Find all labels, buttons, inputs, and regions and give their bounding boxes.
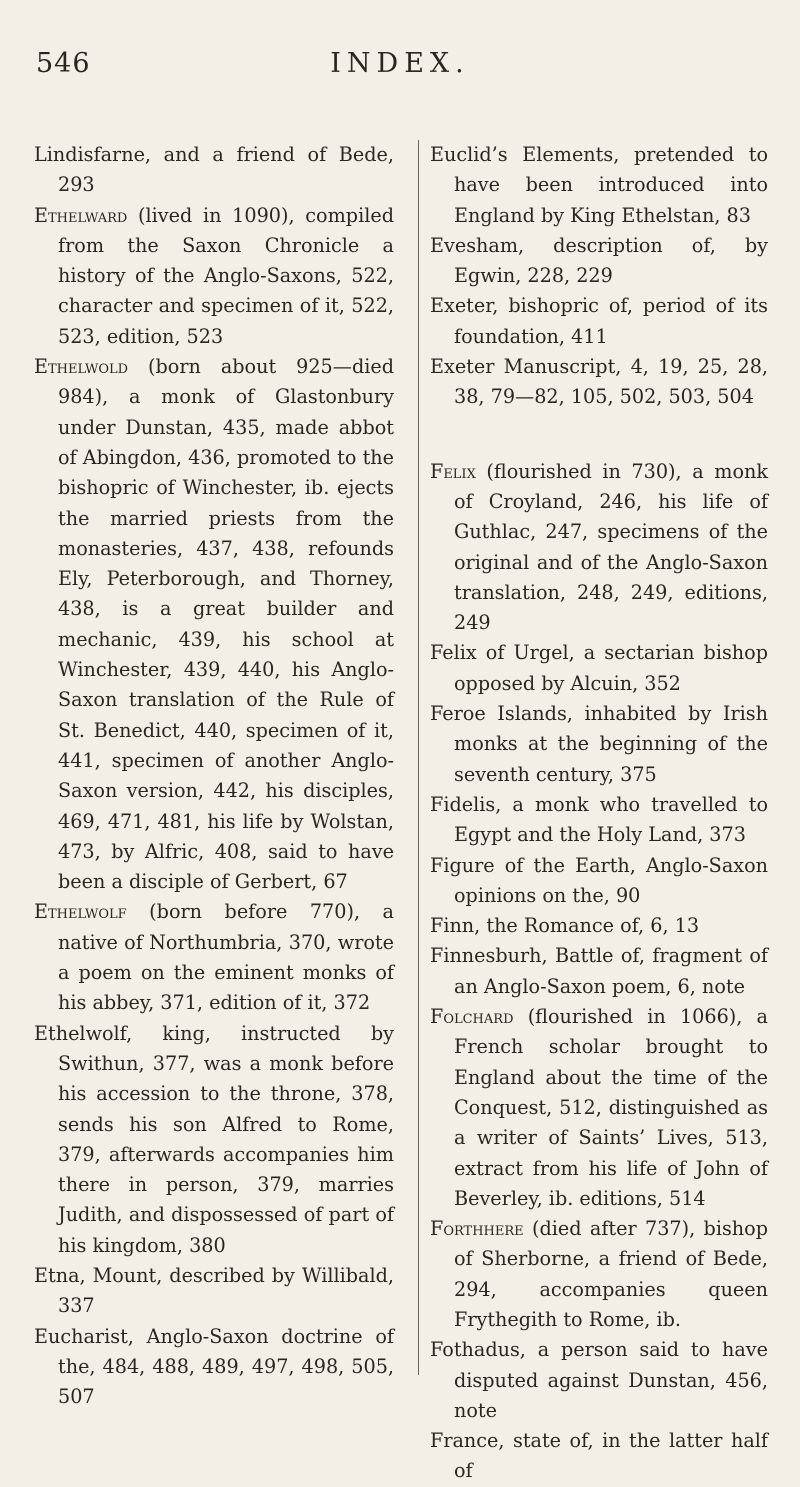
entry-text: (lived in 1090), compiled from the Saxon Chronicle a history of the Anglo-Saxons, 522, character and specimen of it, 522, 523, edition, 523	[58, 203, 394, 348]
index-entry	[430, 911, 768, 941]
index-entry	[430, 941, 768, 1002]
entry-text: Figure of the Earth, Anglo-Saxon opinions on the, 90	[430, 853, 768, 907]
entry-text: Eucharist, Anglo-Saxon doctrine of the, 484, 488, 489, 497, 498, 505, 507	[34, 1324, 394, 1409]
entry-text: Euclid’s Elements, pretended to have been introduced into England by King Ethelstan, 83	[430, 143, 768, 227]
index-entry	[34, 140, 394, 201]
entry-text: Evesham, description of, by Egwin, 228, 229	[430, 233, 768, 288]
index-entry	[34, 1019, 394, 1261]
index-entry	[430, 851, 768, 912]
index-entry	[34, 352, 394, 897]
entry-head: Folchard	[430, 1005, 514, 1029]
entry-text: (born before 770), a native of Northumbria, 370, wrote a poem on the eminent monks of his abbey, 371, edition of it, 372	[58, 900, 394, 1015]
entry-text: (born about 925—died 984), a monk of Glastonbury under Dunstan, 435, made abbot of Abingdon, 436, promoted to the bishopric of Winchester, ib. ejects the married priests from the monasteries, 437, 438, refounds Ely, Peterborough, and Thorney, 438, is a great builder and mechanic, 439, his school at Winchester, 439, 440, his Anglo-Saxon translation of the Rule of St. Benedict, 440, specimen of it, 441, specimen of another Anglo-Saxon version, 442, his disciples, 469, 471, 481, his life by Wolstan, 473, by Alfric, 408, said to have been a disciple of Gerbert, 67	[58, 355, 394, 894]
index-entry	[430, 1335, 768, 1426]
index-entry	[34, 201, 394, 352]
right-column	[430, 140, 768, 1487]
index-entry	[430, 638, 768, 699]
entry-text: Finnesburh, Battle of, fragment of an Anglo-Saxon poem, 6, note	[430, 944, 768, 998]
index-entry	[430, 1002, 768, 1214]
index-entry	[430, 352, 768, 413]
entry-text: Etna, Mount, described by Willibald, 337	[34, 1263, 394, 1318]
entry-text: (died after 737), bishop of Sherborne, a friend of Bede, 294, accompanies queen Frythegith to Rome, ib.	[454, 1217, 768, 1331]
page-number: 546	[36, 48, 91, 79]
column-divider	[418, 140, 419, 1375]
entry-head: Ethelward	[34, 203, 128, 227]
index-entry	[430, 457, 768, 639]
entry-text: (flourished in 1066), a French scholar brought to England about the time of the Conquest, 512, distinguished as a writer of Saints’ Lives, 513, extract from his life of John of Beverley, ib. editions, 514	[454, 1005, 768, 1210]
index-entry	[430, 1214, 768, 1335]
entry-text: Ethelwolf, king, instructed by Swithun, 377, was a monk before his accession to the throne, 378, sends his son Alfred to Rome, 379, afterwards accompanies him there in person, 379, marries Judith, and dispossessed of part of his kingdom, 380	[34, 1021, 394, 1257]
index-entry	[430, 699, 768, 790]
index-entry	[34, 1261, 394, 1322]
index-entry	[34, 897, 394, 1018]
running-title: INDEX.	[330, 48, 470, 79]
entry-text: Feroe Islands, inhabited by Irish monks at the beginning of the seventh century, 375	[430, 702, 768, 786]
entry-head: Ethelwolf	[34, 900, 127, 924]
entry-text: Fidelis, a monk who travelled to Egypt and the Holy Land, 373	[430, 792, 768, 847]
letter-gap	[430, 413, 768, 457]
entry-text: France, state of, in the latter half of	[430, 1429, 768, 1483]
index-entry	[430, 1426, 768, 1487]
entry-text: (flourished in 730), a monk of Croyland, 246, his life of Guthlac, 247, specimens of the original and of the Anglo-Saxon translation, 248, 249, editions, 249	[454, 459, 768, 635]
entry-text: Exeter, bishopric of, period of its foundation, 411	[430, 294, 768, 348]
index-entry	[34, 1322, 394, 1413]
page-header	[36, 48, 764, 88]
entry-head: Forthhere	[430, 1217, 524, 1241]
entry-text: Felix of Urgel, a sectarian bishop opposed by Alcuin, 352	[430, 641, 768, 695]
entry-text: Lindisfarne, and a friend of Bede, 293	[34, 143, 394, 197]
entry-head: Ethelwold	[34, 355, 129, 379]
index-entry	[430, 291, 768, 352]
entry-text: Fothadus, a person said to have disputed against Dunstan, 456, note	[430, 1338, 768, 1422]
left-column	[34, 140, 394, 1412]
entry-text: Exeter Manuscript, 4, 19, 25, 28, 38, 79—82, 105, 502, 503, 504	[430, 355, 768, 409]
entry-head: Felix	[430, 459, 476, 483]
index-entry	[430, 790, 768, 851]
entry-text: Finn, the Romance of, 6, 13	[430, 914, 700, 938]
index-entry	[430, 231, 768, 292]
index-entry	[430, 140, 768, 231]
